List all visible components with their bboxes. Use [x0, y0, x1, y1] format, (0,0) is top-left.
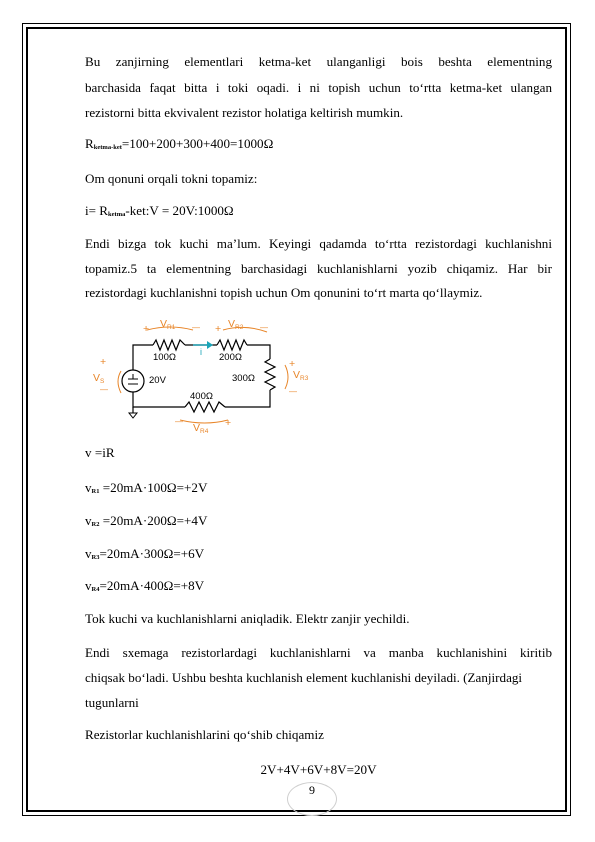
vr3-plus: + — [289, 358, 296, 370]
vr3-prefix: v — [85, 546, 92, 561]
r3-value-label: 300Ω — [232, 373, 255, 384]
vr1-sub: R1 — [91, 488, 100, 495]
vr4-subscript: R4 — [200, 428, 209, 435]
vr3-line — [85, 546, 204, 562]
solved-statement: Tok kuchi va kuchlanishlarni aniqladik. Elektr zanjir yechildi. — [85, 611, 410, 626]
vr4-sub: R4 — [91, 586, 100, 593]
ohm-law-intro: Om qonuni orqali tokni topamiz: — [85, 171, 258, 186]
vr1-line — [85, 480, 207, 496]
sum-intro: Rezistorlar kuchlanishlarini qo‘shib chiqamiz — [85, 727, 324, 742]
vr3-letter: V — [293, 369, 301, 381]
vr1-minus: — — [192, 323, 200, 332]
current-subscript: ketma — [108, 211, 126, 218]
vr4-label — [193, 422, 209, 435]
vr4-plus: + — [225, 417, 232, 429]
source-value-label: 20V — [149, 375, 166, 386]
vr4-expression: =20mA·400Ω=+8V — [99, 578, 205, 593]
vr1-label — [160, 318, 176, 331]
paragraph-1-line-2: barchasida faqat bitta i toki oqadi. i ni topish uchun to‘rtta ketma-ket ulangan — [85, 80, 552, 95]
vr4-minus: — — [175, 417, 183, 426]
req-prefix: R — [85, 136, 94, 151]
page-number: 9 — [309, 783, 315, 797]
vr2-minus: — — [260, 323, 268, 332]
vs-plus: + — [100, 356, 107, 368]
vr2-sub: R2 — [91, 521, 100, 528]
vr2-subscript: R2 — [235, 324, 244, 331]
paragraph-2-line-3: rezistordagi kuchlanishni topish uchun Om qonunini to‘rt marta qo‘llaymiz. — [85, 285, 483, 300]
paragraph-3-line-3: tugunlarni — [85, 695, 139, 710]
paragraph-1-line-1: Bu zanjirning elementlari ketma-ket ulanganligi bois beshta elementning — [85, 54, 552, 69]
r4-value-label: 400Ω — [190, 391, 213, 402]
req-subscript: ketma-ket — [93, 144, 122, 151]
vs-minus: — — [100, 385, 108, 394]
ohm-law-line: v =iR — [85, 445, 115, 460]
current-expression: -ket:V = 20V:1000Ω — [125, 203, 234, 218]
vr4-letter: V — [193, 422, 201, 434]
vr3-sub: R3 — [91, 554, 100, 561]
vr4-line — [85, 578, 204, 594]
vr2-label — [228, 318, 244, 331]
vr1-plus: + — [143, 323, 150, 335]
vr3-minus: — — [289, 387, 297, 396]
vr3-label — [293, 369, 309, 382]
vr1-letter: V — [160, 318, 168, 330]
vr4-prefix: v — [85, 578, 92, 593]
vr3-subscript: R3 — [300, 375, 309, 382]
vr1-subscript: R1 — [167, 324, 176, 331]
vr3-expression: =20mA·300Ω=+6V — [99, 546, 205, 561]
current-prefix: i= R — [85, 203, 109, 218]
vr2-line — [85, 513, 207, 529]
circuit-diagram — [85, 315, 325, 435]
voltage-source-symbol — [122, 370, 144, 392]
equivalent-resistance-line — [85, 136, 273, 152]
vs-label — [93, 372, 105, 385]
current-label: i — [200, 347, 202, 357]
current-formula-line — [85, 203, 234, 219]
r2-value-label: 200Ω — [219, 352, 242, 363]
page-number-badge — [287, 782, 337, 816]
vs-subscript: S — [100, 378, 105, 385]
paragraph-3-line-2: chiqsak bo‘ladi. Ushbu beshta kuchlanish element kuchlanishi deyiladi. (Zanjirdagi — [85, 670, 523, 685]
paragraph-2-line-1: Endi bizga tok kuchi ma’lum. Keyingi qadamda to‘rtta rezistordagi kuchlanishni — [85, 236, 552, 251]
paragraph-2-line-2: topamiz.5 ta elementning barchasidagi kuchlanishlarni yozib chiqamiz. Har bir — [85, 261, 552, 276]
vr1-expression: =20mA·100Ω=+2V — [99, 480, 208, 495]
sum-formula: 2V+4V+6V+8V=20V — [260, 762, 377, 777]
vr2-plus: + — [215, 323, 222, 335]
r1-value-label: 100Ω — [153, 352, 176, 363]
req-expression: =100+200+300+400=1000Ω — [121, 136, 274, 151]
vr2-prefix: v — [85, 513, 92, 528]
vr1-prefix: v — [85, 480, 92, 495]
paragraph-1-line-3: rezistorni bitta ekvivalent rezistor holatiga keltirish mumkin. — [85, 105, 404, 120]
vs-letter: V — [93, 372, 101, 384]
paragraph-3-line-1: Endi sxemaga rezistorlardagi kuchlanishlarni va manba kuchlanishini kiritib — [85, 645, 552, 660]
vr2-letter: V — [228, 318, 236, 330]
vr2-expression: =20mA·200Ω=+4V — [99, 513, 208, 528]
